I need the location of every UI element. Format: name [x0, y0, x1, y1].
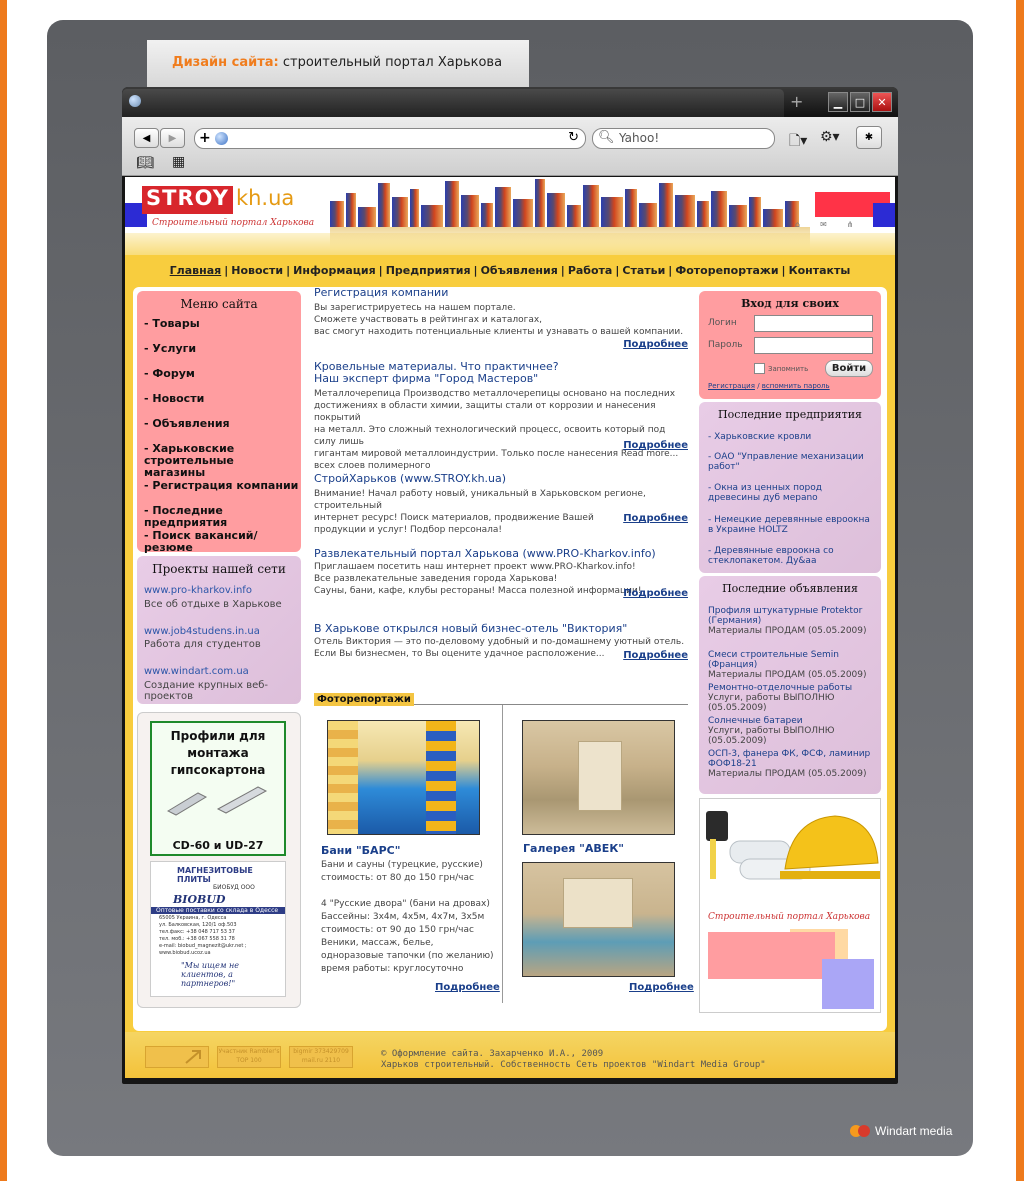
menu-item-shops[interactable]: - Харьковские строительные магазины [144, 442, 235, 479]
footer-owner: Харьков строительный. Собственность Сеть проектов "Windart Media Group" [381, 1060, 766, 1070]
projects-title: Проекты нашей сети [152, 562, 286, 576]
site-globe-icon [215, 132, 228, 145]
nav-jobs[interactable]: Работа [567, 264, 613, 277]
title-bar [122, 87, 898, 117]
nav-enterprises[interactable]: Предприятия [385, 264, 471, 277]
biobud-ad-line: ул. Балковская, 120/1 оф.503 [159, 922, 237, 928]
announcement-title[interactable]: ОСП-3, фанера ФК, ФСФ, ламинир ФОФ18-21 [708, 749, 871, 769]
news-item [314, 548, 688, 597]
project-desc: Работа для студентов [144, 639, 261, 650]
biobud-ad-banner[interactable] [150, 861, 286, 997]
login-input[interactable] [754, 315, 873, 332]
nav-contacts[interactable]: Контакты [788, 264, 851, 277]
gallery-avek-photo-2[interactable] [522, 862, 675, 977]
nav-sep: | [668, 264, 673, 277]
news-item [314, 623, 688, 660]
enterprises-title: Последние предприятия [718, 408, 862, 421]
remember-label: Запомнить [768, 364, 809, 373]
biobud-ad-stripe: Оптовые поставки со склада в Одессе [151, 907, 285, 914]
bookmarks-book-icon[interactable]: 📖︎ [136, 155, 154, 171]
enterprise-link[interactable]: - Деревянные евроокна со стеклопакетом. Ду&аа [708, 546, 834, 566]
news-item [314, 286, 688, 350]
presentation-caption [147, 40, 529, 87]
nav-sep: | [378, 264, 383, 277]
nav-sep: | [473, 264, 478, 277]
news-title[interactable]: СтройХарьков (www.STROY.kh.ua) [314, 472, 507, 485]
menu-item-services[interactable]: - Услуги [144, 342, 197, 355]
counter-arrow-icon [146, 1047, 208, 1067]
sauna-gallery-title[interactable]: Бани "БАРС" [321, 844, 401, 857]
close-button[interactable]: ✕ [872, 92, 892, 112]
login-links [708, 382, 830, 390]
rambler-top100-badge[interactable]: Участник Rambler's TOP 100 [217, 1046, 281, 1068]
announcement-meta: Услуги, работы ВЫПОЛНЮ (05.05.2009) [708, 726, 835, 746]
latest-announcements-box [699, 576, 881, 794]
password-label: Пароль [708, 340, 743, 350]
photo-section-title[interactable]: Фоторепортажи [314, 693, 414, 706]
site-menu-box [137, 291, 301, 552]
login-title: Вход для своих [741, 297, 839, 310]
hardhat-tools-graphic [700, 801, 880, 911]
favicon-globe-icon [129, 95, 141, 107]
enterprise-link[interactable]: - ОАО "Управление механизации работ" [708, 452, 864, 472]
biobud-ad-brand: BIOBUD [173, 893, 226, 906]
menu-item-news[interactable]: - Новости [144, 392, 205, 405]
login-button[interactable]: Войти [825, 360, 873, 377]
announcement-meta: Материалы ПРОДАМ (05.05.2009) [708, 670, 867, 680]
news-title[interactable]: Регистрация компании [314, 286, 449, 299]
biobud-ad-line: тел. моб.: +38 067 558 31 78 [159, 936, 235, 942]
announcement-meta: Услуги, работы ВЫПОЛНЮ (05.05.2009) [708, 693, 835, 713]
news-item [314, 361, 688, 472]
window-controls [828, 92, 892, 112]
nav-sep: | [560, 264, 565, 277]
page-menu-icon[interactable]: 🗋▾ [789, 133, 808, 149]
windart-brand [850, 1124, 952, 1138]
more-link[interactable]: Подробнее [629, 982, 694, 993]
announcement-item[interactable] [708, 716, 873, 746]
news-text: Отель Виктория — это по-деловому удобный и по-домашнему уютный отель. Если Вы бизнесмен, то Вы оцените удачное расположение... [314, 637, 685, 659]
project-desc: Все об отдыхе в Харькове [144, 599, 282, 610]
announcement-title[interactable]: Солнечные батареи [708, 716, 803, 726]
bigmir-counter-badge[interactable]: bigmir 373429709 mail.ru 2110 [289, 1046, 353, 1068]
announcement-meta: Материалы ПРОДАМ (05.05.2009) [708, 626, 867, 636]
browser-window [122, 87, 898, 1084]
remember-me[interactable] [754, 363, 808, 374]
profiles-ad-banner[interactable] [150, 721, 286, 856]
project-link[interactable]: www.pro-kharkov.info [144, 585, 252, 596]
announcement-item[interactable] [708, 749, 873, 779]
logo-stroy: STROY [142, 186, 233, 214]
photo-section-header [314, 687, 688, 705]
site-menu-title: Меню сайта [180, 297, 258, 311]
forgot-password-link[interactable]: вспомнить пароль [761, 382, 830, 390]
login-box [699, 291, 881, 399]
more-link[interactable]: Подробнее [435, 982, 500, 993]
announcements-title: Последние объявления [722, 582, 858, 595]
enterprise-link[interactable]: - Немецкие деревянные евроокна в Украине HOLTZ [708, 515, 870, 535]
minimize-button[interactable]: ▁ [828, 92, 848, 112]
gallery-divider [502, 705, 503, 1003]
mail-icon[interactable]: ✉ [820, 220, 827, 229]
sitemap-icon[interactable]: ⋔ [846, 220, 854, 229]
nav-news[interactable]: Новости [231, 264, 284, 277]
news-text: Внимание! Начал работу новый, уникальный в Харьковском регионе, строительный интернет ресурс! Поиск материалов, продвижение Вашей продукции и услуг! Подбор персонала! [314, 489, 646, 535]
biobud-ad-line: 65005 Украина, г. Одесса [159, 915, 227, 921]
announcement-title[interactable]: Профиля штукатурные Protektor (Германия) [708, 606, 863, 626]
menu-item-job-search[interactable]: - Поиск вакансий/резюме [144, 529, 258, 554]
enterprise-link[interactable]: - Харьковские кровли [708, 432, 812, 442]
nav-home[interactable]: Главная [169, 264, 222, 277]
announcement-title[interactable]: Смеси строительные Semin (Франция) [708, 650, 839, 670]
login-label: Логин [708, 318, 737, 328]
brand-logo-icon-2 [858, 1125, 870, 1137]
remember-checkbox[interactable] [754, 363, 765, 374]
browser-toolbar [122, 117, 898, 176]
header-utility-icons [795, 220, 853, 229]
banner-tagline: Строительный портал Харькова [708, 912, 871, 922]
caption-label: Дизайн сайта: [172, 55, 279, 70]
announcement-item[interactable] [708, 606, 873, 636]
metal-profile-graphic [158, 779, 278, 819]
counter-badge-1[interactable] [145, 1046, 209, 1068]
header-blue-block-right [873, 203, 895, 227]
biobud-ad-line: e-mail: biobud_magnezit@ukr.net ; www.biobud.ucoz.ua [159, 943, 247, 956]
site-logo[interactable] [142, 186, 295, 214]
menu-item-latest-enterprises[interactable]: - Последние предприятия [144, 504, 228, 529]
bug-icon[interactable]: ✱ [856, 126, 882, 149]
right-orange-stripe [1016, 0, 1024, 1181]
footer-copyright: © Оформление сайта. Захарченко И.А., 2009 [381, 1049, 604, 1059]
search-icon: 🔍︎ [598, 130, 615, 145]
nav-articles[interactable]: Статьи [622, 264, 666, 277]
left-orange-stripe [0, 0, 7, 1181]
more-link[interactable]: Подробнее [623, 440, 688, 451]
portal-banner[interactable] [699, 798, 881, 1013]
content-area [133, 287, 887, 1031]
network-projects-box [137, 556, 301, 704]
nav-sep: | [286, 264, 291, 277]
news-title[interactable]: В Харькове открылся новый бизнес-отель "Виктория" [314, 622, 628, 635]
search-field[interactable] [592, 128, 775, 149]
news-text: Металлочерепица Производство металлочерепицы основано на последних достижениях в области химии, защиты стали от коррозии и нанесения покрытий на металл. Это сложный технологический процесс, освоить который под силу лишь гигантам мировой металлоиндустрии. Только после нанесения Read more... всех слоев полимерного [314, 389, 679, 471]
nav-ads[interactable]: Объявления [480, 264, 558, 277]
nav-info[interactable]: Информация [293, 264, 376, 277]
enterprise-link[interactable]: - Окна из ценных пород древесины дуб мераnо [708, 483, 822, 503]
project-link[interactable]: www.windart.com.ua [144, 666, 249, 677]
logo-domain: kh.ua [235, 186, 295, 210]
home-icon[interactable]: ⌂ [795, 220, 801, 229]
more-link[interactable]: Подробнее [623, 339, 688, 350]
address-bar[interactable] [194, 128, 586, 149]
new-tab-plus-icon[interactable]: + [790, 92, 804, 111]
footer-text [381, 1049, 766, 1071]
banner-purple-block [822, 959, 874, 1009]
menu-item-forum[interactable]: - Форум [144, 367, 195, 380]
website [125, 177, 895, 1078]
announcement-meta: Материалы ПРОДАМ (05.05.2009) [708, 769, 867, 779]
announcement-item[interactable] [708, 650, 873, 680]
city-skyline-graphic [330, 179, 810, 251]
maximize-button[interactable]: □ [850, 92, 870, 112]
search-placeholder: Yahoo! [619, 131, 660, 145]
logo-tagline: Строительный портал Харькова [152, 218, 315, 228]
nav-sep: | [781, 264, 786, 277]
browser-tab[interactable] [122, 89, 784, 117]
news-title[interactable]: Кровельные материалы. Что практичнее? Наш эксперт фирма "Город Мастеров" [314, 360, 559, 385]
biobud-ad-sub: БИОБУД ООО [213, 884, 255, 891]
nav-sep: | [615, 264, 620, 277]
back-button[interactable]: ◀ [134, 128, 159, 148]
login-links-sep: / [757, 382, 760, 390]
more-link[interactable]: Подробнее [623, 513, 688, 524]
sauna-photo[interactable] [327, 720, 480, 835]
news-text: Вы зарегистрируетесь на нашем портале. Сможете участвовать в рейтингах и каталогах, вас смогут находить потенциальные клиенты и узнавать о вашей компании. [314, 303, 684, 337]
brand-name: Windart media [875, 1124, 953, 1138]
password-input[interactable] [754, 337, 873, 354]
biobud-ad-title: МАГНЕЗИТОВЫЕ ПЛИТЫ [177, 866, 253, 884]
latest-enterprises-box [699, 402, 881, 573]
announcement-title[interactable]: Ремонтно-отделочные работы [708, 683, 853, 693]
announcement-item[interactable] [708, 683, 873, 713]
register-link[interactable]: Регистрация [708, 382, 755, 390]
reload-icon[interactable]: ↻ [568, 130, 579, 145]
nav-sep: | [224, 264, 229, 277]
menu-item-register[interactable]: - Регистрация компании [144, 479, 299, 492]
left-ads-box [137, 712, 301, 1008]
project-link[interactable]: www.job4studens.in.ua [144, 626, 260, 637]
biobud-ad-quote: "Мы ищем не клиентов, а партнеров!" [181, 961, 240, 988]
forward-button[interactable]: ▶ [160, 128, 185, 148]
banner-pink-block [708, 932, 835, 979]
caption-text: строительный портал Харькова [282, 55, 503, 70]
gallery-avek-photo-1[interactable] [522, 720, 675, 835]
main-navigation [125, 264, 895, 277]
more-link[interactable]: Подробнее [623, 650, 688, 661]
site-footer [125, 1032, 895, 1078]
profiles-ad-title: Профили для монтажа гипсокартона [170, 729, 266, 777]
news-item [314, 473, 688, 536]
avek-gallery-title[interactable]: Галерея "АВЕК" [523, 842, 625, 855]
biobud-ad-line: тел.факс: +38 048 717 53 37 [159, 929, 235, 935]
menu-item-goods[interactable]: - Товары [144, 317, 200, 330]
profiles-ad-sizes: CD-60 и UD-27 [172, 839, 264, 852]
project-desc: Создание крупных веб-проектов [144, 680, 269, 702]
more-link[interactable]: Подробнее [623, 588, 688, 599]
top-sites-grid-icon[interactable]: ▦ [172, 154, 186, 170]
add-bookmark-plus-icon[interactable]: + [199, 130, 211, 146]
sauna-gallery-text: Бани и сауны (турецкие, русские) стоимость: от 80 до 150 грн/час 4 "Русские двора" (бани на дровах) Бассейны: 3х4м, 4х5м, 4х7м, 3х5м стоимость: от 90 до 150 грн/час Веники, массаж, белье, одноразовые тапочки (по желанию) время работы: круглосуточно [321, 860, 494, 974]
menu-item-ads[interactable]: - Объявления [144, 417, 230, 430]
nav-photos[interactable]: Фоторепортажи [675, 264, 779, 277]
gear-icon[interactable]: ⚙▾ [820, 129, 840, 145]
news-text: Приглашаем посетить наш интернет проект www.PRO-Kharkov.info! Все развлекательные заведения города Харькова! Сауны, бани, кафе, клубы рестораны! Масса полезной информации! [314, 562, 642, 596]
news-title[interactable]: Развлекательный портал Харькова (www.PRO-Kharkov.info) [314, 547, 656, 560]
